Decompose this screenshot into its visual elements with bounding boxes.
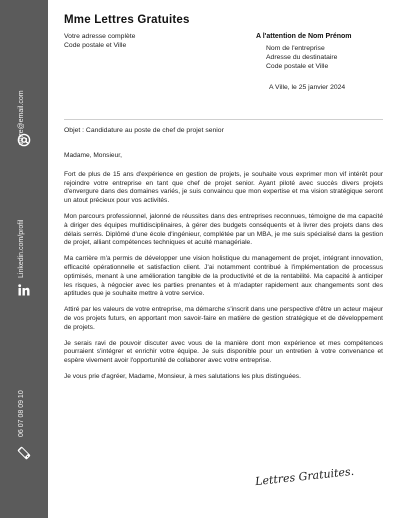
recipient-block (256, 33, 352, 71)
sender-address: Votre adresse complète (64, 33, 136, 40)
sidebar-linkedin[interactable]: Linkedin.com/profil (18, 219, 25, 278)
letter-body (64, 152, 383, 389)
sender-postal: Code postale et Ville (64, 42, 127, 49)
letter-paragraph: Fort de plus de 15 ans d'expérience en gestion de projets, je souhaite vous exprimer mon vif intérêt pour rejoindre votre entreprise en tant que chef de projet senior. Ayant piloté avec succès divers projets d'envergure dans des domaines variés, je suis convaincu que mon expertise et ma vision stratégique seront un atout précieux pour vos activités. (64, 170, 383, 205)
sidebar-phone[interactable]: 06 07 08 09 10 (18, 390, 25, 437)
sender-block (64, 14, 190, 50)
linkedin-icon (18, 283, 30, 295)
letter-paragraph: Mon parcours professionnel, jalonné de réussites dans des entreprises reconnues, témoigne de ma capacité à diriger des équipes multidisciplinaires, à gérer des budgets conséquents et à livrer des projets dans des délais serrés. Diplômé d'une école d'ingénieur, complétée par un MBA, je me suis spécialisé dans la gestion de projet, alliant compétences techniques et acuité managériale. (64, 212, 383, 247)
letter-paragraph: Ma carrière m'a permis de développer une vision holistique du management de projet, intégrant innovation, efficacité opérationnelle et satisfaction client. J'ai notamment contribué à l'implémentation de processus optimisés, menant à une amélioration tangible de la productivité et de la rentabilité. Ma capacité à anticiper les risques, à négocier avec les parties prenantes et à m'adapter rapidement aux changements sont des aptitudes que je souhaite mettre à votre service. (64, 255, 383, 298)
phone-icon (17, 446, 31, 460)
divider (64, 119, 383, 120)
sidebar-email[interactable]: votre@email.com (18, 90, 25, 145)
letter-closing: Je vous prie d'agréer, Madame, Monsieur, à mes salutations les plus distinguées. (64, 372, 301, 380)
recipient-postal: Code postale et Ville (266, 63, 329, 70)
letter-date: A Ville, le 25 janvier 2024 (269, 84, 346, 91)
signature: Lettres Gratuites. (254, 464, 355, 489)
recipient-title: A l'attention de Nom Prénom (256, 33, 352, 40)
sidebar (0, 0, 48, 518)
letter-paragraph: Attiré par les valeurs de votre entreprise, ma démarche s'inscrit dans une perspective d'être un acteur majeur de vos projets futurs, en apportant mon savoir-faire en matière de gestion stratégique et de développement de projets. (64, 306, 383, 331)
letter-greeting: Madame, Monsieur, (64, 152, 122, 159)
sender-name: Mme Lettres Gratuites (64, 14, 190, 26)
letter-paragraph: Je serais ravi de pouvoir discuter avec vous de la manière dont mon expérience et mes compétences pourraient s'intégrer et enrichir votre équipe. Je suis disponible pour un entretien à votre convenance et espère vivement avoir l'opportunité de collaborer avec votre entreprise. (64, 339, 383, 365)
letter-subject: Objet : Candidature au poste de chef de projet senior (64, 127, 224, 134)
at-icon (17, 133, 31, 147)
recipient-company: Nom de l'entreprise (266, 45, 325, 52)
recipient-address: Adresse du destinataire (266, 54, 338, 61)
